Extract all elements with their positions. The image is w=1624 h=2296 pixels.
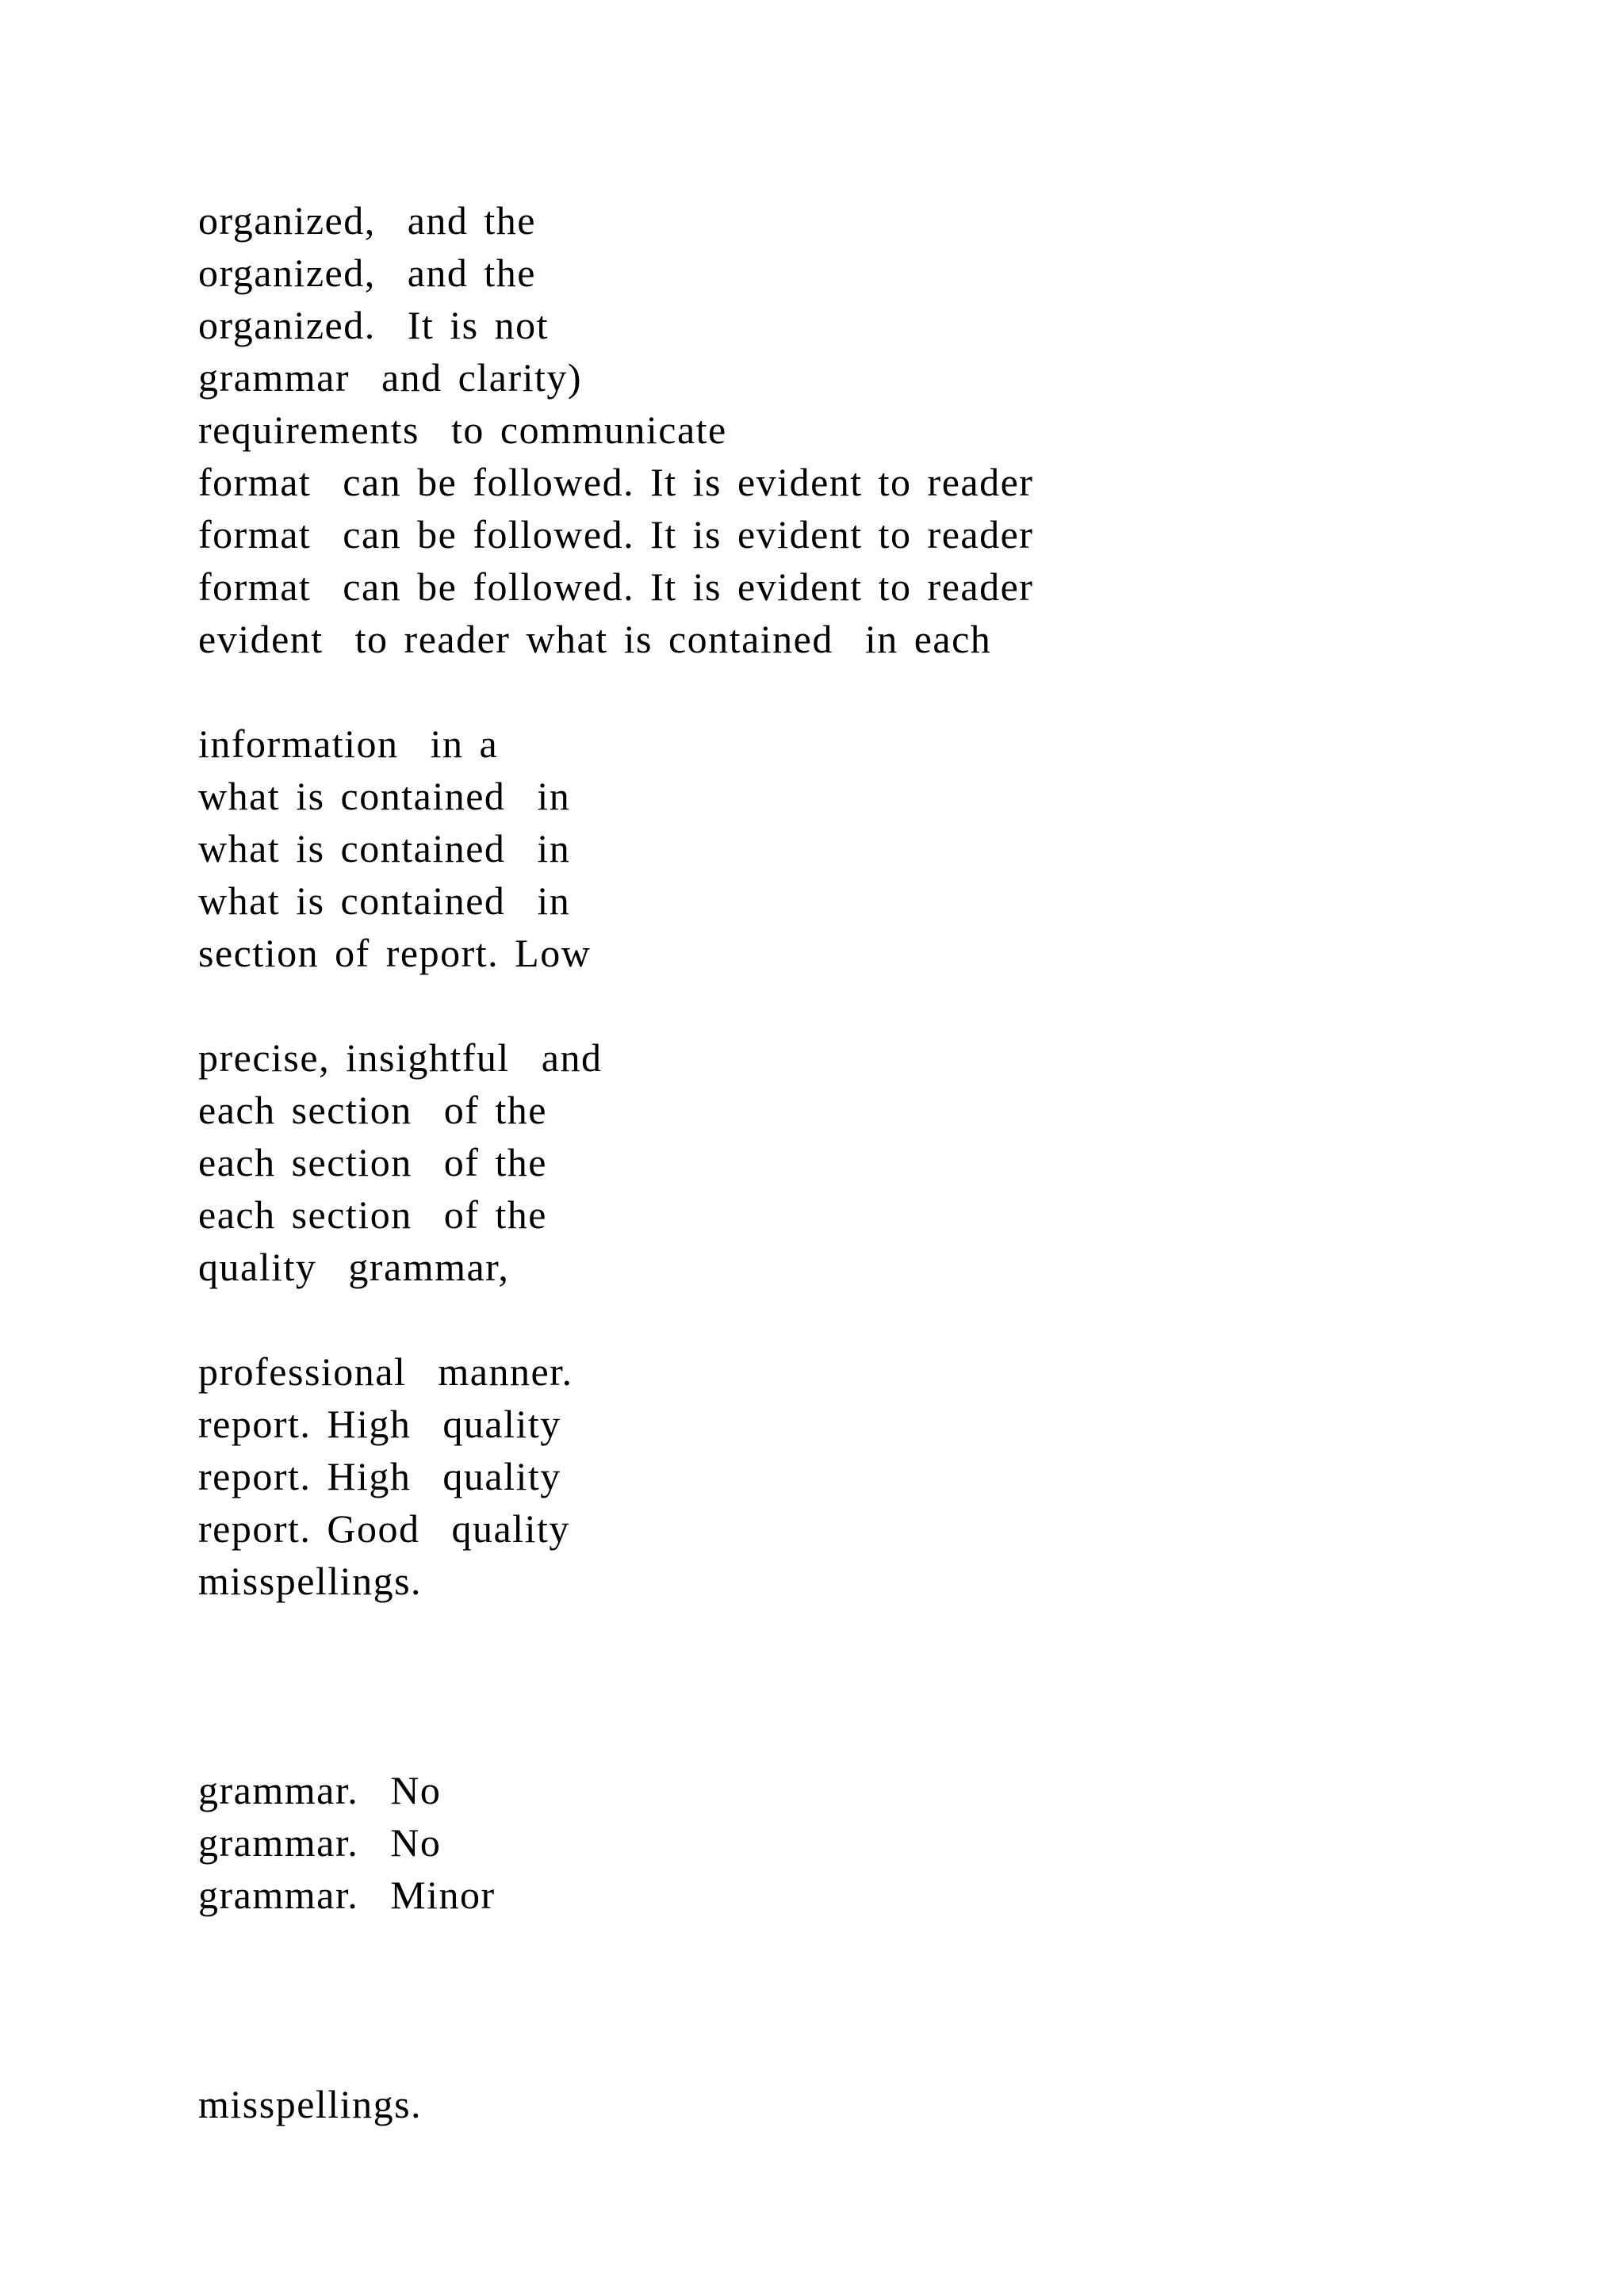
text-line: each section of the <box>198 1192 547 1237</box>
text-line: report. High quality <box>198 1454 561 1498</box>
text-line: organized, and the <box>198 251 536 295</box>
blank-line <box>198 665 1467 718</box>
text-line: what is contained in <box>198 878 571 923</box>
text-line: precise, insightful and <box>198 1035 603 1080</box>
text-line: grammar. Minor <box>198 1873 496 1917</box>
text-line: each section of the <box>198 1140 547 1184</box>
text-line: report. Good quality <box>198 1506 570 1551</box>
text-line: format can be followed. It is evident to reader <box>198 512 1034 557</box>
text-line: information in a <box>198 721 499 766</box>
text-line: grammar. No <box>198 1820 442 1865</box>
text-line: format can be followed. It is evident to reader <box>198 564 1034 609</box>
blank-line <box>198 979 1467 1031</box>
blank-line <box>198 1607 1467 1659</box>
document-text <box>198 194 1467 2130</box>
text-line: quality grammar, <box>198 1245 510 1289</box>
text-line: evident to reader what is contained in each <box>198 617 992 661</box>
text-line: organized, and the <box>198 198 536 243</box>
text-line: requirements to communicate <box>198 408 727 452</box>
blank-line <box>198 1293 1467 1345</box>
blank-line <box>198 1921 1467 1973</box>
text-line: report. High quality <box>198 1402 561 1446</box>
text-line: misspellings. <box>198 2082 423 2126</box>
text-line: section of report. Low <box>198 931 592 975</box>
blank-line <box>198 1712 1467 1764</box>
text-line: organized. It is not <box>198 303 549 347</box>
text-line: grammar. No <box>198 1768 442 1812</box>
blank-line <box>198 1659 1467 1712</box>
blank-line <box>198 2026 1467 2078</box>
text-line: format can be followed. It is evident to reader <box>198 460 1034 504</box>
text-line: misspellings. <box>198 1559 423 1603</box>
text-line: each section of the <box>198 1088 547 1132</box>
text-line: grammar and clarity) <box>198 355 583 400</box>
text-line: what is contained in <box>198 826 571 871</box>
text-line: what is contained in <box>198 774 571 818</box>
text-line: professional manner. <box>198 1349 573 1394</box>
blank-line <box>198 1973 1467 2026</box>
